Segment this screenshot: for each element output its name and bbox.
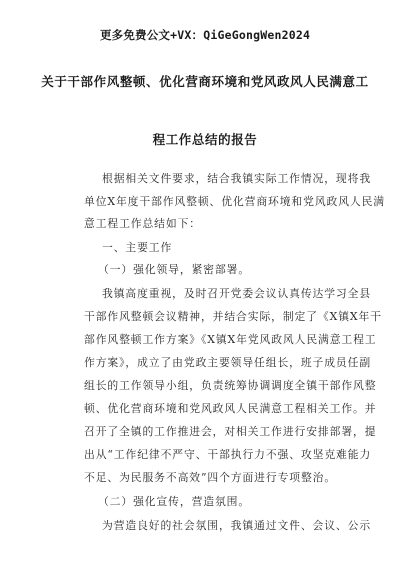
subsection-heading: （二）强化宣传，营造氛围。 [98, 495, 251, 508]
section-heading: 一、主要工作 [102, 241, 173, 254]
body-line: 我镇高度重视，及时召开党委会议认真传达学习全县 [102, 287, 372, 300]
body-line: 不足、为民服务不高效”四个方面进行专项整治。 [84, 471, 337, 484]
body-line: 出从“工作纪律不严守、干部执行力不强、攻坚克难能力 [84, 448, 372, 461]
document-title-line-2: 程工作总结的报告 [152, 132, 258, 147]
body-line: 组长的工作领导小组，负责统筹协调调度全镇干部作风整 [84, 379, 377, 392]
document-title-line-1: 关于干部作风整顿、优化营商环境和党风政风人民满意工 [41, 74, 369, 89]
body-line: 为营造良好的社会氛围，我镇通过文件、会议、公示 [102, 519, 372, 532]
body-line: 顿、优化营商环境和党风政风人民满意工程相关工作。并 [84, 402, 377, 415]
body-line: 召开了全镇的工作推进会，对相关工作进行安排部署，提 [84, 425, 377, 438]
watermark-header: 更多免费公文+VX：QiGeGongWen2024 [99, 28, 311, 42]
body-line: 根据相关文件要求，结合我镇实际工作情况，现将我 [102, 172, 372, 185]
body-line: 单位X年度干部作风整顿、优化营商环境和党风政风人民满 [84, 195, 386, 208]
subsection-heading: （一）强化领导，紧密部署。 [98, 263, 251, 276]
body-line: 部作风整顿工作方案》《X镇X年党风政风人民满意工程工 [84, 333, 377, 346]
body-line: 干部作风整顿会议精神，并结合实际，制定了《X镇X年干 [84, 310, 382, 323]
body-line: 意工程工作总结如下： [84, 217, 201, 230]
body-line: 作方案》，成立了由党政主要领导任组长，班子成员任副 [84, 356, 372, 369]
